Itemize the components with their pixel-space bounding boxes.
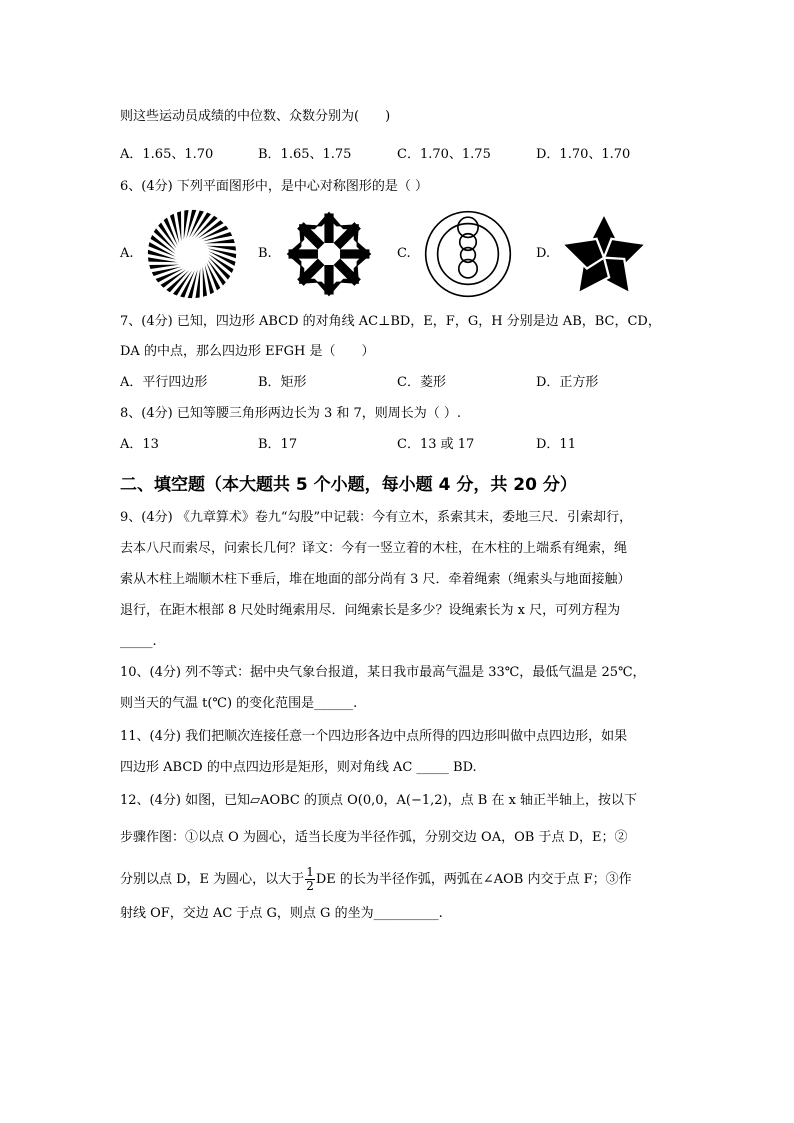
q6-label-b: B. <box>258 246 272 261</box>
q5-option-c: C．1.70、1.75 <box>397 147 491 162</box>
q6-label-a: A. <box>120 246 134 261</box>
section-heading: 二、填空题（本大题共 5 个小题，每小题 4 分，共 20 分） <box>120 475 577 495</box>
q12-line-1: 12、(4分) 如图，已知▱AOBC 的顶点 O(0,0，A(−1,2)，点 B 在 x 轴正半轴上，按以下 <box>120 793 638 808</box>
q12-line-3 <box>120 866 632 893</box>
q5-tail: 则这些运动员成绩的中位数、众数分别为( ) <box>120 109 391 124</box>
q12-line-3-after: DE 的长为半径作弧，两弧在∠AOB 内交于点 F；③作 <box>315 872 632 887</box>
q8-option-c: C．13 或 17 <box>397 437 475 452</box>
q11-line-2: 四边形 ABCD 的中点四边形是矩形，则对角线 AC _____ BD. <box>120 760 477 775</box>
fraction-one-half <box>305 866 315 893</box>
q12-line-3-before: 分别以点 D，E 为圆心，以大于 <box>120 872 305 887</box>
q7-line-1: 7、(4分) 已知，四边形 ABCD 的对角线 AC⊥BD，E，F，G，H 分别是边 AB，BC，CD， <box>120 314 661 329</box>
q9-line-2: 去本八尺而索尽，问索长几何？译文：今有一竖立着的木柱，在木柱的上端系有绳索，绳 <box>120 541 628 556</box>
q9-line-3: 索从木柱上端顺木柱下垂后，堆在地面的部分尚有 3 尺．牵着绳索（绳索头与地面接触） <box>120 572 631 587</box>
q9-line-5: _____. <box>120 634 157 649</box>
fraction-denominator: 2 <box>306 879 314 893</box>
q10-line-2: 则当天的气温 t(℃) 的变化范围是______. <box>120 696 358 711</box>
q7-option-a: A．平行四边形 <box>120 375 208 390</box>
q8-option-a: A．13 <box>120 437 159 452</box>
q7-option-b: B．矩形 <box>258 375 307 390</box>
asterisk-arrows-icon <box>283 208 375 300</box>
pentagon-star-icon <box>558 208 650 300</box>
nested-circles-icon <box>422 208 514 300</box>
q7-option-d: D．正方形 <box>536 375 599 390</box>
q11-line-1: 11、(4分) 我们把顺次连接任意一个四边形各边中点所得的四边形叫做中点四边形，如果 <box>120 729 628 744</box>
q10-line-1: 10、(4分) 列不等式：据中央气象台报道，某日我市最高气温是 33℃，最低气温是 25℃， <box>120 665 646 680</box>
spiral-sun-icon <box>146 208 238 300</box>
q12-line-4: 射线 OF，交边 AC 于点 G，则点 G 的坐为__________. <box>120 906 443 921</box>
q8-option-b: B．17 <box>258 437 298 452</box>
q8-stem: 8、(4分) 已知等腰三角形两边长为 3 和 7，则周长为（ ）. <box>120 406 462 421</box>
q5-option-d: D．1.70、1.70 <box>536 147 631 162</box>
q9-line-4: 退行，在距木根部 8 尺处时绳索用尽．问绳索长是多少？设绳索长为 x 尺，可列方程为 <box>120 603 621 618</box>
q12-line-2: 步骤作图：①以点 O 为圆心，适当长度为半径作弧，分别交边 OA，OB 于点 D，E；② <box>120 830 628 845</box>
q5-option-b: B．1.65、1.75 <box>258 147 352 162</box>
q8-option-d: D．11 <box>536 437 576 452</box>
q9-line-1: 9、(4分) 《九章算术》卷九“勾股”中记载：今有立木，系索其末，委地三尺．引索却行， <box>120 510 633 525</box>
q7-option-c: C．菱形 <box>397 375 446 390</box>
q6-label-c: C. <box>397 246 411 261</box>
q7-line-2: DA 的中点，那么四边形 EFGH 是（ ） <box>120 344 375 359</box>
fraction-numerator: 1 <box>306 865 314 879</box>
q5-option-a: A．1.65、1.70 <box>120 147 214 162</box>
q6-label-d: D. <box>536 246 551 261</box>
q6-stem: 6、(4分) 下列平面图形中，是中心对称图形的是（ ） <box>120 179 428 194</box>
